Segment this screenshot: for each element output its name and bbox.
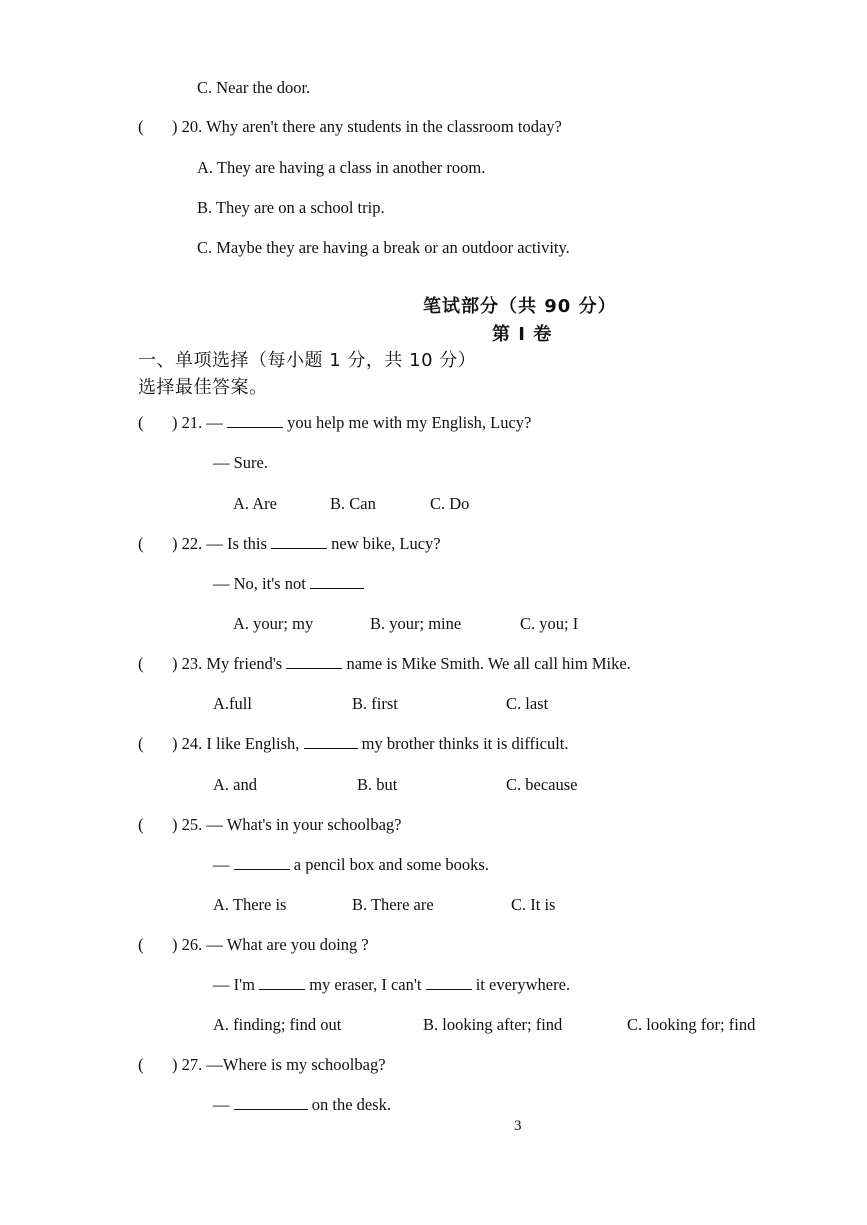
q24-blank[interactable]	[304, 734, 358, 749]
q25-option-b: B. There are	[352, 895, 434, 914]
q25-stem: ) 25. — What's in your schoolbag?	[172, 815, 402, 834]
q20-option-a: A. They are having a class in another room.	[197, 158, 486, 177]
answer-paren[interactable]: (	[138, 534, 144, 553]
answer-paren[interactable]: (	[138, 734, 144, 753]
q26-stem: ) 26. — What are you doing ?	[172, 935, 369, 954]
q24-option-b: B. but	[357, 775, 398, 794]
q26-reply-post: it everywhere.	[475, 975, 571, 994]
q22-reply-text: — No, it's not	[213, 574, 306, 593]
q21-blank[interactable]	[227, 413, 283, 428]
q25-reply-pre: —	[213, 855, 230, 874]
q20-option-c: C. Maybe they are having a break or an outdoor activity.	[197, 238, 570, 257]
q21-stem-pre: ) 21. —	[172, 413, 223, 432]
q26-option-c: C. looking for; find	[627, 1015, 756, 1034]
q27-reply-pre: —	[213, 1095, 230, 1114]
q24-option-a: A. and	[213, 775, 257, 794]
q27-blank[interactable]	[234, 1095, 308, 1110]
q21-option-b: B. Can	[330, 494, 376, 513]
q23-blank[interactable]	[286, 654, 342, 669]
q27-reply	[213, 1095, 391, 1115]
q23-option-b: B. first	[352, 694, 398, 713]
q24-option-c: C. because	[506, 775, 578, 794]
answer-paren[interactable]: (	[138, 654, 144, 673]
q21-option-a: A. Are	[233, 494, 277, 513]
q22-stem-pre: ) 22. — Is this	[172, 534, 267, 553]
answer-paren[interactable]: (	[138, 935, 144, 954]
q27-reply-post: on the desk.	[311, 1095, 392, 1114]
q22-stem	[172, 534, 441, 554]
q26-blank-2[interactable]	[426, 975, 472, 990]
q22-blank[interactable]	[271, 534, 327, 549]
q25-reply	[213, 855, 489, 875]
section-instruction: 选择最佳答案。	[138, 377, 268, 398]
q23-option-a: A.full	[213, 694, 252, 713]
volume-title: 第 I 卷	[492, 324, 553, 345]
q22-option-c: C. you; I	[520, 614, 579, 633]
q25-option-c: C. It is	[511, 895, 556, 914]
q23-stem	[172, 654, 631, 674]
q21-reply: — Sure.	[213, 453, 268, 472]
q25-blank[interactable]	[234, 855, 290, 870]
q24-stem-post: my brother thinks it is difficult.	[361, 734, 569, 753]
answer-paren[interactable]: (	[138, 413, 144, 432]
q26-reply-pre: — I'm	[213, 975, 255, 994]
written-part-title: 笔试部分（共 90 分）	[423, 296, 617, 317]
answer-paren[interactable]: (	[138, 117, 144, 136]
q25-reply-post: a pencil box and some books.	[293, 855, 489, 874]
q23-stem-pre: ) 23. My friend's	[172, 654, 283, 673]
q27-stem: ) 27. —Where is my schoolbag?	[172, 1055, 386, 1074]
q26-reply	[213, 975, 570, 995]
q22-option-a: A. your; my	[233, 614, 314, 633]
q24-stem-pre: ) 24. I like English,	[172, 734, 300, 753]
q26-option-a: A. finding; find out	[213, 1015, 342, 1034]
q21-stem	[172, 413, 531, 433]
answer-paren[interactable]: (	[138, 1055, 144, 1074]
q23-stem-post: name is Mike Smith. We all call him Mike.	[346, 654, 631, 673]
answer-paren[interactable]: (	[138, 815, 144, 834]
q20-option-b: B. They are on a school trip.	[197, 198, 385, 217]
q23-option-c: C. last	[506, 694, 549, 713]
q22-option-b: B. your; mine	[370, 614, 462, 633]
q21-option-c: C. Do	[430, 494, 470, 513]
q26-option-b: B. looking after; find	[423, 1015, 563, 1034]
q26-blank-1[interactable]	[259, 975, 305, 990]
q21-stem-post: you help me with my English, Lucy?	[287, 413, 532, 432]
page-number: 3	[514, 1118, 522, 1134]
q20-stem: ) 20. Why aren't there any students in the classroom today?	[172, 117, 562, 136]
q22-reply	[213, 574, 364, 594]
q22-stem-post: new bike, Lucy?	[331, 534, 441, 553]
q22-reply-blank[interactable]	[310, 574, 364, 589]
section-title: 一、单项选择（每小题 1 分，共 10 分）	[138, 350, 477, 371]
q24-stem	[172, 734, 569, 754]
q25-option-a: A. There is	[213, 895, 287, 914]
q19-option-c: C. Near the door.	[197, 78, 311, 97]
q26-reply-mid: my eraser, I can't	[309, 975, 422, 994]
